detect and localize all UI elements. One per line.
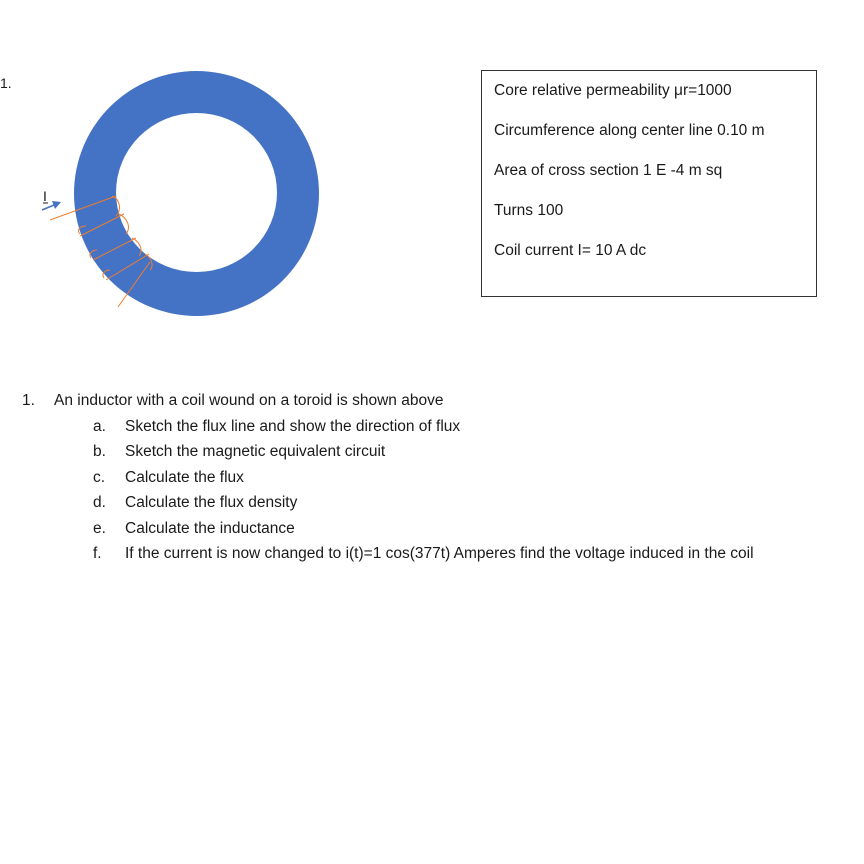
sub-question-letter: b. [93,443,106,460]
sub-question-e [93,516,842,542]
info-area: Area of cross section 1 E -4 m sq [494,162,723,179]
sub-question-c [93,465,842,491]
sub-question-text: Calculate the flux density [125,494,298,511]
sub-question-list [93,414,842,567]
sub-question-d [93,490,842,516]
toroid-core [74,71,319,316]
info-current: Coil current I= 10 A dc [494,242,647,259]
info-permeability: Core relative permeability μr=1000 [494,82,732,99]
sub-question-text: Sketch the magnetic equivalent circuit [125,443,386,460]
question-number: 1. [22,392,35,409]
sub-question-a [93,414,842,440]
sub-question-letter: c. [93,468,106,486]
parameters-box [481,70,817,297]
sub-question-b [93,439,842,465]
toroid-figure [0,0,480,330]
current-label: I [43,188,47,204]
question-prompt: An inductor with a coil wound on a toroid is shown above [54,392,444,409]
problem-number: 1. [0,75,12,91]
question-list [22,388,842,567]
sub-question-text: Calculate the inductance [125,519,295,537]
info-circumference: Circumference along center line 0.10 m [494,122,765,139]
sub-question-text: Sketch the flux line and show the direction of flux [125,417,461,435]
sub-question-letter: a. [93,417,106,435]
sub-question-text: If the current is now changed to i(t)=1 cos(377t) Amperes find the voltage induced in the coil [125,545,754,562]
sub-question-letter: f. [93,545,102,562]
info-turns: Turns 100 [494,202,564,219]
sub-question-letter: e. [93,519,106,537]
sub-question-letter: d. [93,494,106,511]
question-1 [22,388,842,414]
sub-question-text: Calculate the flux [125,468,244,486]
sub-question-f [93,541,842,567]
